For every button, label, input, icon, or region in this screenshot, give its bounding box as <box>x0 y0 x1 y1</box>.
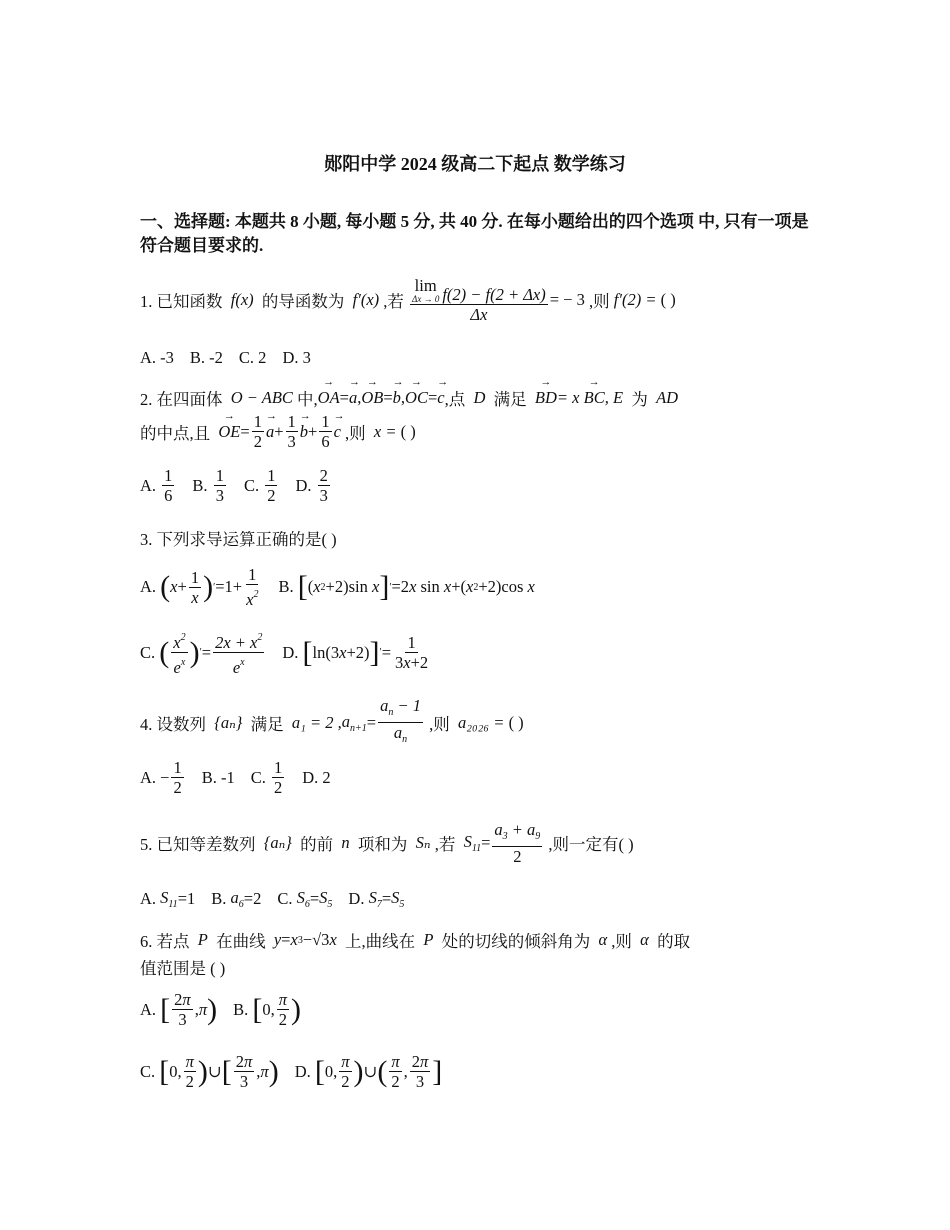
option-c[interactable]: C. $\frac{1}{2}$ <box>250 758 283 797</box>
question-1-options <box>140 348 327 368</box>
question-6-options-cd <box>140 1052 458 1091</box>
option-d[interactable]: D. 2 <box>302 767 331 787</box>
option-b[interactable]: B. [ ( x 2 +2)sin x ] ′ =2 x sin x +( x 2 +2)cos x <box>278 570 535 603</box>
option-a[interactable]: A. − $\frac{1}{2}$ <box>140 758 182 797</box>
option-b[interactable]: B. $a_6$ =2 <box>211 888 262 910</box>
option-a[interactable]: A. $S_{11}$ =1 <box>140 888 196 910</box>
option-d[interactable]: D. [ ln(3 x +2) ] ′ = $\frac{1}{3x+2}$ <box>282 633 429 672</box>
option-c[interactable]: C. 2 <box>238 348 267 367</box>
option-d[interactable]: D. $S_7$ = $S_5$ <box>348 888 405 910</box>
section-header: 一、选择题: 本题共 8 小题, 每小题 5 分, 共 40 分. 在每小题给出的四个选项 中, 只有一项是符合题目要求的. <box>140 212 809 255</box>
option-c[interactable]: C. ( $\frac{x^2}{e^x}$ ) ′ = $\frac{2x + x^2}{e^x}$ <box>140 628 266 677</box>
question-4-options <box>140 758 347 797</box>
option-d[interactable]: D. [ 0, $\frac{\pi}{2}$ ) ∪ ( $\frac{\pi}{2}$ , $\frac{2\pi}{3}$ ] <box>294 1052 443 1091</box>
question-5: 5. 已知等差数列 {aₙ} 的前 n 项和为 Sₙ ,若 $S_{11}$ = $\frac{a_3 + a_9}{2}$ ,则一定有( ) <box>140 820 634 866</box>
question-3: 3. 下列求导运算正确的是( ) <box>140 530 337 549</box>
option-b[interactable]: B. $\frac{1}{3}$ <box>192 466 224 505</box>
question-1: 1. 已知函数 f(x) 的导函数为 f′(x) ,若 lim Δx → 0 f(2) − f(2 + Δx) Δx = − 3 ,则 f′(2) = ( ) <box>140 276 676 324</box>
limit-fraction: lim Δx → 0 f(2) − f(2 + Δx) Δx <box>412 276 546 324</box>
question-2-line-2: 的中点,且 → OE = $\frac{1}{2}$ → a + $\frac{1}{3}$ → b + $\frac{1}{6}$ → c ,则 x = ( ) <box>140 412 416 451</box>
question-3-options-cd <box>140 628 448 677</box>
question-4: 4. 设数列 {aₙ} 满足 a₁ = 2 , $a_{n+1}$ = $\frac{a_n - 1}{a_n}$ ,则 a₂₀₂₆ = ( ) <box>140 696 524 745</box>
question-5-options <box>140 888 420 910</box>
option-c[interactable]: C. [ 0, $\frac{\pi}{2}$ ) ∪ [ $\frac{2\pi}{3}$ , π ) <box>140 1052 279 1091</box>
question-6-line-1: 6. 若点 P 在曲线 y = x 3 −√3 x 上,曲线在 P 处的切线的倾斜角为 α ,则 α 的取 <box>140 930 691 951</box>
option-b[interactable]: B. -1 <box>201 767 235 787</box>
question-3-options-ab <box>140 565 551 609</box>
option-a[interactable]: A. ( x + $\frac{1}{x}$ ) ′ =1+ $\frac{1}{x^2}$ <box>140 565 259 609</box>
option-b[interactable]: B. -2 <box>189 348 223 367</box>
option-c[interactable]: C. $S_6$ = $S_5$ <box>277 888 333 910</box>
option-a[interactable]: A. [ $\frac{2\pi}{3}$ , π ) <box>140 990 218 1029</box>
option-a[interactable]: A. -3 <box>140 348 174 367</box>
option-b[interactable]: B. [ 0, $\frac{\pi}{2}$ ) <box>233 990 302 1029</box>
question-2-options <box>140 466 348 505</box>
question-2-line-1: 2. 在四面体 O − ABC 中, → OA = → a , → OB = → b , → OC = → c ,点 D 满足 → BD = x → BC , E 为 AD <box>140 386 678 410</box>
option-a[interactable]: A. $\frac{1}{6}$ <box>140 466 173 505</box>
option-d[interactable]: D. $\frac{2}{3}$ <box>295 466 328 505</box>
question-6-line-2: 值范围是 ( ) <box>140 959 226 978</box>
question-6-options-ab <box>140 990 317 1029</box>
option-d[interactable]: D. 3 <box>282 348 311 367</box>
option-c[interactable]: C. $\frac{1}{2}$ <box>243 466 276 505</box>
page-title: 郧阳中学 2024 级高二下起点 数学练习 <box>324 154 626 174</box>
